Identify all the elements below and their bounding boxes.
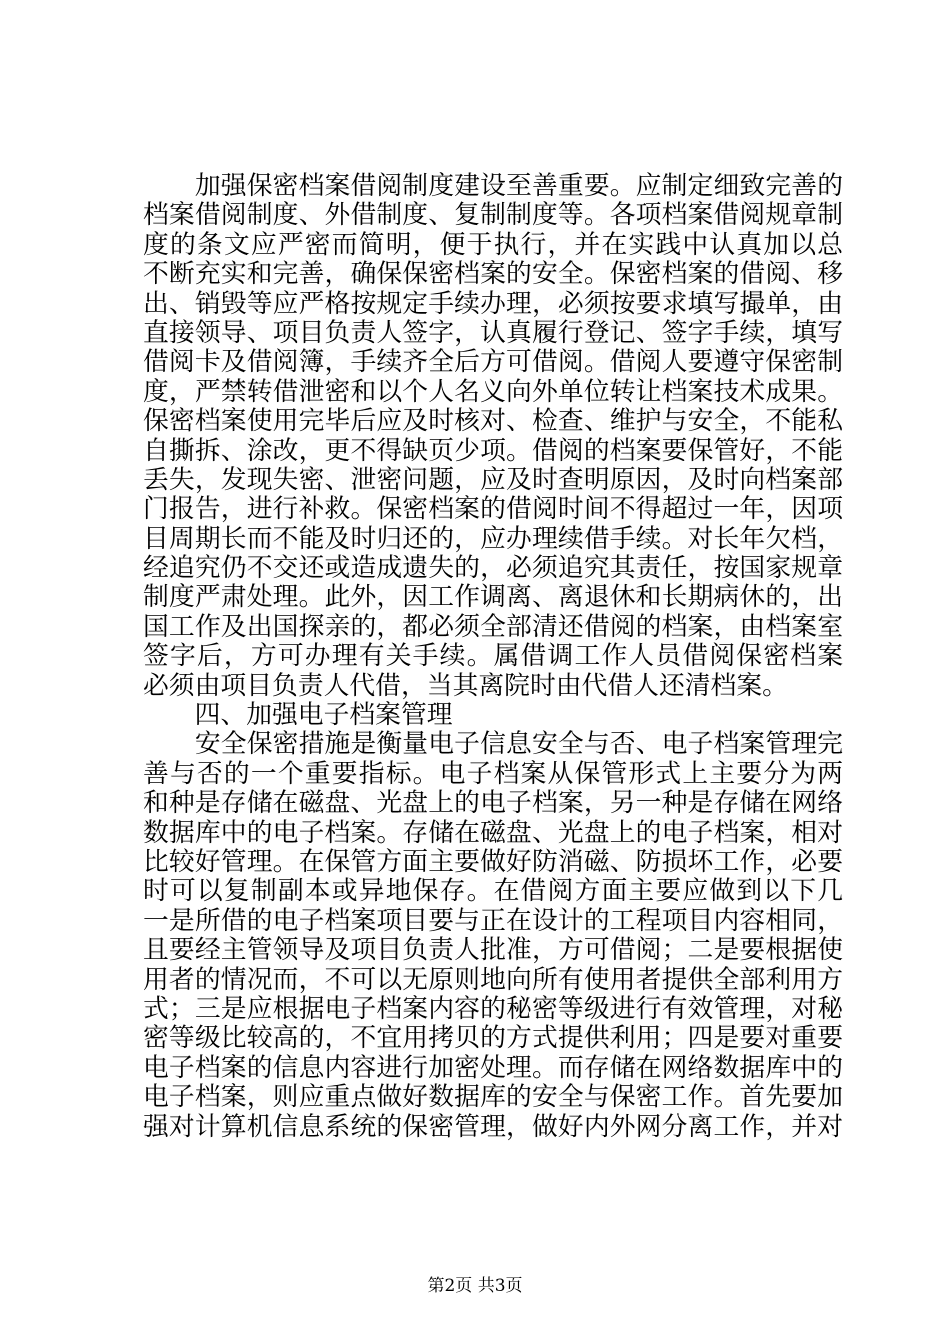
text-line: 自撕拆、涂改，更不得缺页少项。借阅的档案要保管好，不能 [143, 436, 843, 466]
text-line: 签字后，方可办理有关手续。属借调工作人员借阅保密档案 [143, 642, 843, 672]
text-line: 式；三是应根据电子档案内容的秘密等级进行有效管理，对秘 [143, 994, 843, 1024]
text-line: 门报告，进行补救。保密档案的借阅时间不得超过一年，因项 [143, 495, 843, 525]
text-line: 直接领导、项目负责人签字，认真履行登记、签字手续，填写 [143, 318, 843, 348]
text-line: 不断充实和完善，确保保密档案的安全。保密档案的借阅、移 [143, 260, 843, 290]
text-line: 比较好管理。在保管方面主要做好防消磁、防损坏工作，必要 [143, 847, 843, 877]
text-line: 时可以复制副本或异地保存。在借阅方面主要应做到以下几 [143, 877, 843, 907]
text-line: 电子档案的信息内容进行加密处理。而存储在网络数据库中的 [143, 1053, 843, 1083]
text-line: 档案借阅制度、外借制度、复制制度等。各项档案借阅规章制 [143, 201, 843, 231]
text-line: 善与否的一个重要指标。电子档案从保管形式上主要分为两 [143, 759, 843, 789]
text-line: 安全保密措施是衡量电子信息安全与否、电子档案管理完 [143, 730, 843, 760]
text-line: 且要经主管领导及项目负责人批准，方可借阅；二是要根据使 [143, 936, 843, 966]
text-line: 经追究仍不交还或造成遗失的，必须追究其责任，按国家规章 [143, 554, 843, 584]
text-line: 强对计算机信息系统的保密管理，做好内外网分离工作，并对 [143, 1112, 843, 1142]
text-line: 保密档案使用完毕后应及时核对、检查、维护与安全，不能私 [143, 407, 843, 437]
text-line: 度，严禁转借泄密和以个人名义向外单位转让档案技术成果。 [143, 377, 843, 407]
text-line: 出、销毁等应严格按规定手续办理，必须按要求填写撮单，由 [143, 289, 843, 319]
text-line: 国工作及出国探亲的，都必须全部清还借阅的档案，由档案室 [143, 612, 843, 642]
text-line: 和种是存储在磁盘、光盘上的电子档案，另一种是存储在网络 [143, 789, 843, 819]
page-footer: 第2页 共3页 [427, 1276, 523, 1296]
text-line: 目周期长而不能及时归还的，应办理续借手续。对长年欠档， [143, 524, 843, 554]
text-line: 丢失，发现失密、泄密问题，应及时查明原因，及时向档案部 [143, 465, 843, 495]
text-line: 制度严肃处理。此外，因工作调离、离退休和长期病休的，出 [143, 583, 843, 613]
text-line: 借阅卡及借阅簿，手续齐全后方可借阅。借阅人要遵守保密制 [143, 348, 843, 378]
text-line: 必须由项目负责人代借，当其离院时由代借人还清档案。 [143, 670, 788, 701]
text-line: 度的条文应严密而简明，便于执行，并在实践中认真加以总 [143, 230, 843, 260]
text-line: 一是所借的电子档案项目要与正在设计的工程项目内容相同， [143, 906, 843, 936]
text-line: 加强保密档案借阅制度建设至善重要。应制定细致完善的 [143, 172, 843, 201]
text-line: 四、加强电子档案管理 [143, 700, 453, 731]
text-line: 电子档案，则应重点做好数据库的安全与保密工作。首先要加 [143, 1083, 843, 1113]
text-line: 密等级比较高的，不宜用拷贝的方式提供利用；四是要对重要 [143, 1024, 843, 1054]
text-line: 数据库中的电子档案。存储在磁盘、光盘上的电子档案，相对 [143, 818, 843, 848]
text-line: 用者的情况而，不可以无原则地向所有使用者提供全部利用方 [143, 965, 843, 995]
document-body [143, 172, 843, 1142]
